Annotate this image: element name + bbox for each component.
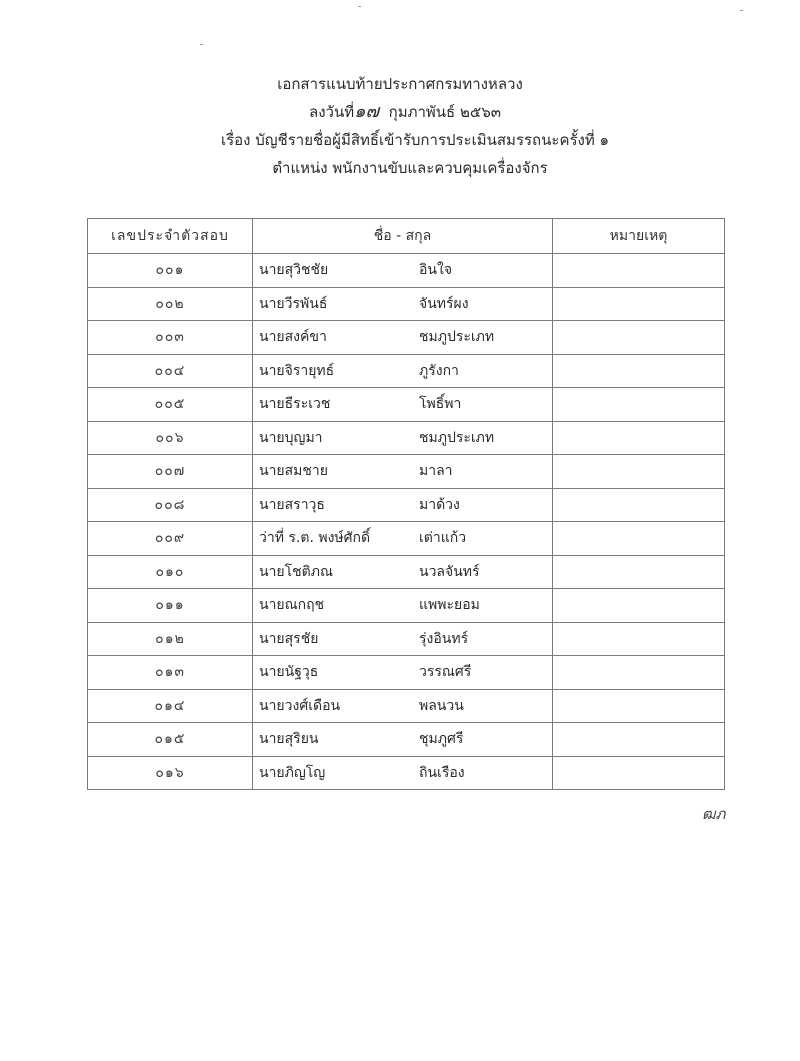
table-row <box>88 488 725 522</box>
first-name: นายณกฤช <box>259 597 325 614</box>
exam-id-cell: ๐๑๑ <box>88 589 253 623</box>
table-row <box>88 522 725 556</box>
candidate-table <box>87 218 725 790</box>
table-row <box>88 321 725 355</box>
table-row <box>88 589 725 623</box>
last-name: ภูรังกา <box>419 362 459 379</box>
column-header-name: ชื่อ - สกุล <box>253 219 553 254</box>
first-name: นายภิญโญ <box>259 764 326 781</box>
last-name: เต่าแก้ว <box>419 530 467 547</box>
exam-id-cell: ๐๐๑ <box>88 254 253 288</box>
exam-id-cell: ๐๑๒ <box>88 622 253 656</box>
exam-id-cell: ๐๑๔ <box>88 689 253 723</box>
note-cell <box>553 589 725 623</box>
name-cell <box>253 455 553 489</box>
scan-speck <box>200 44 203 45</box>
table-row <box>88 689 725 723</box>
first-name: นายธีระเวช <box>259 396 331 413</box>
name-cell <box>253 421 553 455</box>
name-cell <box>253 555 553 589</box>
name-cell <box>253 522 553 556</box>
name-cell <box>253 723 553 757</box>
last-name: ชุมภูศรี <box>419 731 464 748</box>
handwritten-initials: ฒภ <box>702 805 726 823</box>
first-name: นายบุญมา <box>259 429 323 446</box>
note-cell <box>553 522 725 556</box>
exam-id-cell: ๐๐๖ <box>88 421 253 455</box>
last-name: พลนวน <box>419 697 464 714</box>
name-cell <box>253 589 553 623</box>
scan-speck <box>358 6 361 7</box>
note-cell <box>553 455 725 489</box>
name-cell <box>253 622 553 656</box>
exam-id-cell: ๐๐๘ <box>88 488 253 522</box>
note-cell <box>553 555 725 589</box>
note-cell <box>553 287 725 321</box>
last-name: อินใจ <box>419 262 453 279</box>
last-name: แพพะยอม <box>419 597 480 614</box>
table-row <box>88 421 725 455</box>
table-row <box>88 555 725 589</box>
last-name: ชมภูประเภท <box>419 329 495 346</box>
note-cell <box>553 488 725 522</box>
last-name: มาด้วง <box>419 496 460 513</box>
first-name: นายสุริยน <box>259 731 319 748</box>
table-header-row <box>88 219 725 254</box>
last-name: โพธิ์พา <box>419 396 462 413</box>
note-cell <box>553 622 725 656</box>
note-cell <box>553 656 725 690</box>
first-name: นายจิรายุทธ์ <box>259 362 335 379</box>
exam-id-cell: ๐๐๓ <box>88 321 253 355</box>
note-cell <box>553 421 725 455</box>
name-cell <box>253 756 553 790</box>
name-cell <box>253 388 553 422</box>
table-row <box>88 455 725 489</box>
exam-id-cell: ๐๐๙ <box>88 522 253 556</box>
note-cell <box>553 756 725 790</box>
scan-speck <box>740 10 743 11</box>
exam-id-cell: ๐๑๐ <box>88 555 253 589</box>
first-name: นายวีรพันธ์ <box>259 295 328 312</box>
column-header-id: เลขประจำตัวสอบ <box>88 219 253 254</box>
last-name: มาลา <box>419 463 453 480</box>
note-cell <box>553 354 725 388</box>
first-name: นายสงค์ขา <box>259 329 327 346</box>
table-row <box>88 622 725 656</box>
note-cell <box>553 388 725 422</box>
first-name: นายโชติภณ <box>259 563 333 580</box>
first-name: นายนัฐวุธ <box>259 664 319 681</box>
table-row <box>88 254 725 288</box>
exam-id-cell: ๐๐๗ <box>88 455 253 489</box>
exam-id-cell: ๐๑๖ <box>88 756 253 790</box>
header-date <box>10 98 800 126</box>
last-name: นวลจันทร์ <box>419 563 480 580</box>
exam-id-cell: ๐๐๕ <box>88 388 253 422</box>
note-cell <box>553 723 725 757</box>
table-row <box>88 656 725 690</box>
name-cell <box>253 488 553 522</box>
exam-id-cell: ๐๐๒ <box>88 287 253 321</box>
first-name: ว่าที่ ร.ต. พงษ์ศักดิ์ <box>259 530 371 547</box>
exam-id-cell: ๐๑๕ <box>88 723 253 757</box>
name-cell <box>253 656 553 690</box>
name-cell <box>253 354 553 388</box>
table-row <box>88 756 725 790</box>
column-header-note: หมายเหตุ <box>553 219 725 254</box>
first-name: นายสราวุธ <box>259 496 325 513</box>
table-row <box>88 287 725 321</box>
note-cell <box>553 321 725 355</box>
exam-id-cell: ๐๑๓ <box>88 656 253 690</box>
document-header <box>0 70 800 182</box>
header-subject: เรื่อง บัญชีรายชื่อผู้มีสิทธิ์เข้ารับการประเมินสมรรถนะครั้งที่ ๑ <box>220 131 610 149</box>
header-date-prefix: ลงวันที่ <box>309 103 355 121</box>
last-name: ชมภูประเภท <box>419 429 495 446</box>
note-cell <box>553 689 725 723</box>
first-name: นายสมชาย <box>259 463 328 480</box>
name-cell <box>253 254 553 288</box>
table-row <box>88 388 725 422</box>
name-cell <box>253 321 553 355</box>
exam-id-cell: ๐๐๔ <box>88 354 253 388</box>
first-name: นายสุวิชชัย <box>259 262 329 279</box>
first-name: นายสุรชัย <box>259 630 319 647</box>
header-date-suffix: กุมภาพันธ์ ๒๕๖๓ <box>388 103 501 121</box>
name-cell <box>253 287 553 321</box>
header-position: ตำแหน่ง พนักงานขับและควบคุมเครื่องจักร <box>272 159 548 177</box>
last-name: ถินเรือง <box>419 764 465 781</box>
first-name: นายวงศ์เดือน <box>259 697 341 714</box>
last-name: รุ่งอินทร์ <box>419 630 469 647</box>
header-date-day: ๑๗ <box>354 101 380 122</box>
table-row <box>88 354 725 388</box>
header-title: เอกสารแนบท้ายประกาศกรมทางหลวง <box>277 75 523 93</box>
name-cell <box>253 689 553 723</box>
last-name: วรรณศรี <box>419 664 472 681</box>
last-name: จันทร์ผง <box>419 295 469 312</box>
table-row <box>88 723 725 757</box>
note-cell <box>553 254 725 288</box>
